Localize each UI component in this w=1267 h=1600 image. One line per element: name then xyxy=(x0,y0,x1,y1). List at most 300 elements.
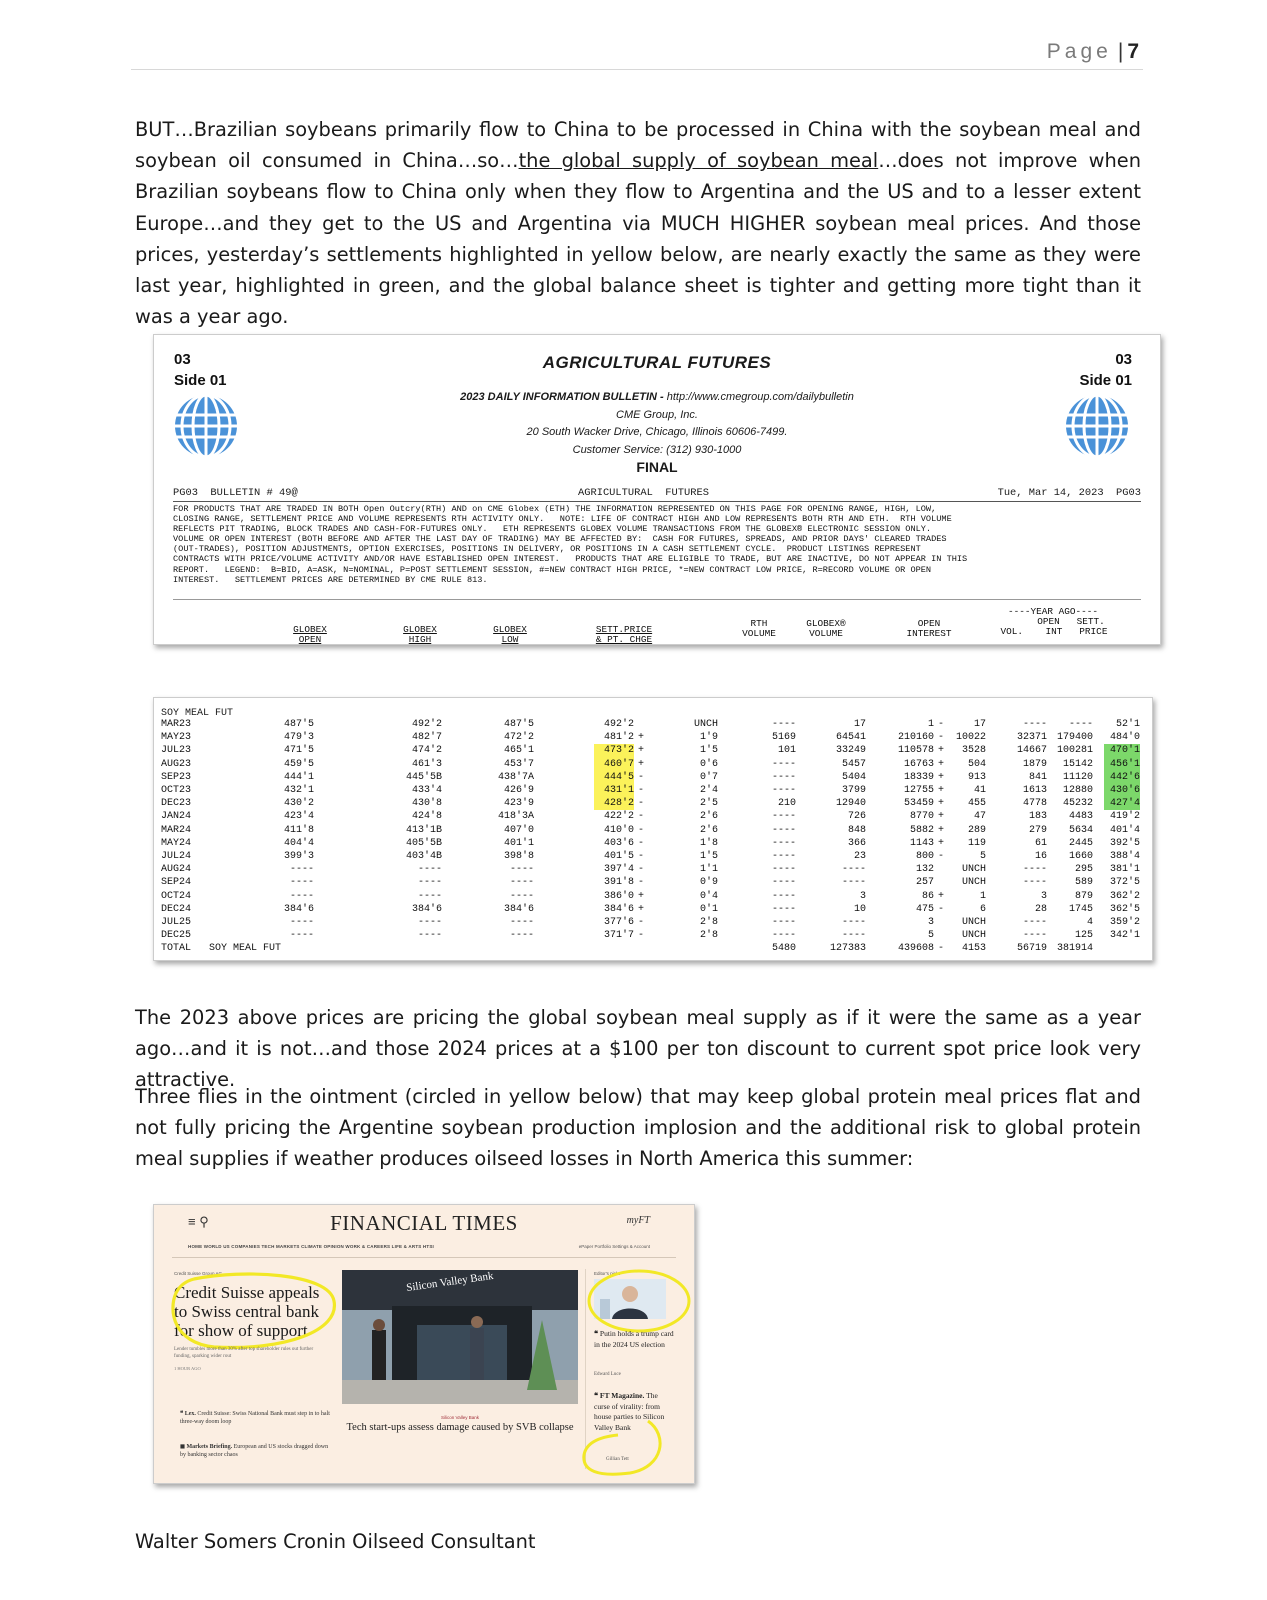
cell-oi-change: 10022 xyxy=(955,732,986,744)
cell-month: MAY23 xyxy=(161,732,192,744)
cell-globex-high: 384'6 xyxy=(411,903,442,915)
cell-pt-change: 1'5 xyxy=(699,851,718,862)
table-row xyxy=(154,771,1154,784)
table-row xyxy=(154,718,1154,731)
cell-year-ago-sett: 372'5 xyxy=(1109,877,1140,889)
cell-open-interest: 8770 xyxy=(909,811,934,823)
cell-globex-high: ---- xyxy=(417,917,442,928)
cell-month: MAR24 xyxy=(161,824,192,836)
cell-oi-change: 455 xyxy=(967,798,986,810)
cell-rth-volume: ---- xyxy=(771,811,796,823)
cell-globex-open: 444'1 xyxy=(283,771,314,783)
cell-year-ago-oi: 1660 xyxy=(1068,851,1093,862)
ft-svb-caption: Tech start-ups assess damage caused by SVB collapse xyxy=(346,1422,574,1433)
cell-sett-sign: - xyxy=(638,837,645,849)
cell-year-ago-oi: 4 xyxy=(1086,917,1093,928)
cell-year-ago-oi: 12880 xyxy=(1062,785,1093,796)
cell-sett-sign: - xyxy=(638,798,645,810)
col-settlement-price: SETT.PRICE & PT. CHGE xyxy=(595,624,653,645)
cell-year-ago-oi: 1745 xyxy=(1068,903,1093,915)
cell-pt-change: 1'8 xyxy=(699,837,718,849)
cell-globex-open: 459'5 xyxy=(283,758,314,770)
cell-pt-change: 1'5 xyxy=(699,745,718,757)
cell-total-oi-change: 4153 xyxy=(961,943,986,955)
cell-oi-change: UNCH xyxy=(961,917,986,928)
cell-globex-open: ---- xyxy=(289,930,314,942)
cell-year-ago-vol: 28 xyxy=(1034,903,1047,915)
cell-rth-volume: ---- xyxy=(771,917,796,928)
cell-globex-open: ---- xyxy=(289,877,314,889)
table-row xyxy=(154,929,1154,942)
cell-oi-change: 913 xyxy=(967,771,986,783)
cell-year-ago-vol: 279 xyxy=(1028,824,1047,836)
cell-oi-sign: - xyxy=(938,903,945,915)
page-number: 7 xyxy=(1127,40,1139,63)
yellow-circle-highlight-1 xyxy=(164,1271,340,1353)
cell-open-interest: 257 xyxy=(915,877,934,889)
ft-masthead xyxy=(154,1205,694,1239)
cell-globex-high: 403'4B xyxy=(405,851,442,862)
cell-rth-volume: ---- xyxy=(771,864,796,876)
col-globex-low: GLOBEX LOW xyxy=(493,624,527,645)
cme-bulletin-header-image xyxy=(153,334,1161,645)
cell-year-ago-oi: 5634 xyxy=(1068,824,1093,836)
table-row xyxy=(154,744,1154,757)
cme-bulletin-label: 2023 DAILY INFORMATION BULLETIN - xyxy=(460,391,667,403)
cell-globex-volume: 3 xyxy=(859,890,866,902)
col-year-ago-sub: OPEN SETT. xyxy=(1037,616,1105,627)
cell-year-ago-sett: 359'2 xyxy=(1109,917,1140,928)
cell-year-ago-oi: 125 xyxy=(1074,930,1093,942)
cell-rth-volume: ---- xyxy=(771,903,796,915)
cell-oi-change: 6 xyxy=(979,903,986,915)
cell-sett-price: 391'8 xyxy=(603,877,634,889)
cell-year-ago-vol: 32371 xyxy=(1016,732,1047,744)
cell-open-interest: 16763 xyxy=(903,758,934,770)
cell-globex-low: ---- xyxy=(509,864,534,876)
cell-year-ago-sett: 470'1 xyxy=(1104,744,1140,757)
cell-globex-low: 423'9 xyxy=(503,798,534,810)
table-row xyxy=(154,916,1154,929)
col-globex-volume: GLOBEX® VOLUME xyxy=(806,618,846,639)
table-row xyxy=(154,876,1154,889)
ft-magazine-text: The curse of virality: from house parties to Silicon Valley Bank xyxy=(594,1391,665,1432)
cell-globex-low: 384'6 xyxy=(503,903,534,915)
cell-rth-volume: 210 xyxy=(777,798,796,810)
cell-pt-change: 1'9 xyxy=(699,732,718,744)
cell-sett-sign: - xyxy=(638,824,645,836)
cell-sett-price: 431'1 xyxy=(594,784,634,797)
cell-rth-volume: ---- xyxy=(771,824,796,836)
cell-pt-change: 0'9 xyxy=(699,877,718,889)
cell-open-interest: 12755 xyxy=(903,785,934,796)
cell-sett-price: 492'2 xyxy=(603,719,634,730)
cme-side-right: Side 01 xyxy=(1079,372,1132,389)
cell-globex-volume: 17 xyxy=(853,719,866,730)
cell-oi-change: UNCH xyxy=(961,864,986,876)
cell-pt-change: 2'6 xyxy=(699,824,718,836)
cell-year-ago-vol: ---- xyxy=(1022,877,1047,889)
cell-globex-open: 423'4 xyxy=(283,811,314,823)
cell-rth-volume: ---- xyxy=(771,851,796,862)
cell-globex-volume: 33249 xyxy=(835,745,866,757)
cell-oi-sign: - xyxy=(938,719,945,730)
cell-sett-price: 410'0 xyxy=(603,824,634,836)
cell-pt-change: 0'7 xyxy=(699,771,718,783)
cell-pt-change: 1'1 xyxy=(699,864,718,876)
page-word: Page xyxy=(1046,40,1112,63)
cell-globex-high: 445'5B xyxy=(405,771,442,783)
cme-title: AGRICULTURAL FUTURES xyxy=(542,353,772,372)
cell-oi-sign: - xyxy=(938,732,945,744)
cell-globex-volume: 12940 xyxy=(835,798,866,810)
cell-open-interest: 18339 xyxy=(903,771,934,783)
cell-globex-open: 411'8 xyxy=(283,824,314,836)
cell-year-ago-vol: 61 xyxy=(1034,837,1047,849)
cell-year-ago-oi: 179400 xyxy=(1056,732,1093,744)
cell-open-interest: 1 xyxy=(927,719,934,730)
cell-sett-sign: + xyxy=(638,758,645,770)
cme-bar-right: Tue, Mar 14, 2023 PG03 xyxy=(997,487,1141,499)
cme-address: 20 South Wacker Drive, Chicago, Illinois 60606-7499. xyxy=(526,426,788,438)
cell-month: MAY24 xyxy=(161,837,192,849)
cell-oi-change: 1 xyxy=(979,890,986,902)
cell-rth-volume: ---- xyxy=(771,890,796,902)
cell-year-ago-sett: 430'6 xyxy=(1104,784,1140,797)
cell-month: JUL23 xyxy=(161,745,192,757)
cell-year-ago-sett: 427'4 xyxy=(1104,797,1140,810)
table-row xyxy=(154,890,1154,903)
cme-bar-center: AGRICULTURAL FUTURES xyxy=(578,487,709,499)
cell-month: JUL24 xyxy=(161,851,192,862)
cell-oi-sign: + xyxy=(938,758,945,770)
cell-year-ago-oi: 589 xyxy=(1074,877,1093,889)
cell-month: SEP23 xyxy=(161,771,192,783)
ft-menu-search-icon: ≡ ⚲ xyxy=(188,1214,209,1229)
cell-globex-low: 472'2 xyxy=(503,732,534,744)
cell-pt-change: 0'4 xyxy=(699,890,718,902)
cell-globex-open: ---- xyxy=(289,890,314,902)
cell-globex-volume: ---- xyxy=(841,917,866,928)
cell-month: DEC25 xyxy=(161,930,192,942)
cell-pt-change: 2'5 xyxy=(699,798,718,810)
cme-bar-left: PG03 BULLETIN # 49@ xyxy=(173,487,298,499)
cell-globex-volume: ---- xyxy=(841,877,866,889)
cell-globex-high: 474'2 xyxy=(411,745,442,757)
cell-sett-sign: - xyxy=(638,877,645,889)
ft-putin-text: Putin holds a trump card in the 2024 US election xyxy=(594,1329,674,1349)
cell-sett-price: 371'7 xyxy=(603,930,634,942)
cell-open-interest: 475 xyxy=(915,903,934,915)
cell-oi-sign: + xyxy=(938,745,945,757)
ft-nav-right: ePaper Portfolio Settings & Account xyxy=(578,1244,650,1249)
cell-globex-high: ---- xyxy=(417,877,442,889)
cell-open-interest: 3 xyxy=(927,917,934,928)
cell-globex-volume: ---- xyxy=(841,864,866,876)
cell-month: SEP24 xyxy=(161,877,192,889)
cell-year-ago-sett: 484'0 xyxy=(1109,732,1140,744)
cell-oi-sign: - xyxy=(938,851,945,862)
cell-sett-price: 444'5 xyxy=(594,771,634,784)
ft-markets-item: ◼ Markets Briefing. European and US stocks dragged down by banking sector chaos xyxy=(180,1444,329,1458)
cell-total-oi-sign: - xyxy=(938,943,945,955)
cell-year-ago-vol: 3 xyxy=(1040,890,1047,902)
table-row xyxy=(154,758,1154,771)
ft-editors-pick: Editor's picks xyxy=(594,1271,621,1276)
ft-myft: myFT xyxy=(626,1215,650,1226)
cell-month: DEC24 xyxy=(161,903,192,915)
cell-pt-change: 0'6 xyxy=(699,758,718,770)
cell-globex-low: 401'1 xyxy=(503,837,534,849)
cell-year-ago-vol: 841 xyxy=(1028,771,1047,783)
cell-sett-sign: + xyxy=(638,890,645,902)
cell-globex-low: 453'7 xyxy=(503,758,534,770)
cell-year-ago-vol: 16 xyxy=(1034,851,1047,862)
cell-month: JUL25 xyxy=(161,917,192,928)
cell-year-ago-sett: 342'1 xyxy=(1109,930,1140,942)
cell-rth-volume: ---- xyxy=(771,785,796,796)
cell-pt-change: 2'4 xyxy=(699,785,718,796)
cell-globex-volume: 5404 xyxy=(841,771,866,783)
soy-table-title: SOY MEAL FUT xyxy=(161,708,234,719)
cell-globex-open: ---- xyxy=(289,864,314,876)
cell-total-label: TOTAL SOY MEAL FUT xyxy=(161,943,282,955)
col-globex-high: GLOBEX HIGH xyxy=(403,624,437,645)
yellow-circle-highlight-3 xyxy=(578,1415,668,1477)
cell-rth-volume: ---- xyxy=(771,837,796,849)
col-open-interest: OPEN INTEREST xyxy=(906,618,952,639)
cell-month: MAR23 xyxy=(161,719,192,730)
cell-globex-high: 424'8 xyxy=(411,811,442,823)
cell-globex-volume: 366 xyxy=(847,837,866,849)
cme-side-left: Side 01 xyxy=(174,372,227,389)
cell-globex-volume: ---- xyxy=(841,930,866,942)
cell-globex-open: 430'2 xyxy=(283,798,314,810)
cell-globex-low: 487'5 xyxy=(503,719,534,730)
ft-markets-label: Markets Briefing. xyxy=(186,1444,233,1450)
cell-open-interest: 132 xyxy=(915,864,934,876)
cell-oi-sign: + xyxy=(938,785,945,796)
cell-globex-open: ---- xyxy=(289,917,314,928)
cell-year-ago-sett: 362'2 xyxy=(1109,890,1140,902)
footer-author: Walter Somers Cronin Oilseed Consultant xyxy=(135,1530,536,1553)
ft-svb-tag: Silicon Valley Bank xyxy=(441,1415,479,1420)
cell-globex-volume: 848 xyxy=(847,824,866,836)
cell-rth-volume: ---- xyxy=(771,771,796,783)
cell-sett-sign: + xyxy=(638,745,645,757)
cell-open-interest: 800 xyxy=(915,851,934,862)
cell-open-interest: 53459 xyxy=(903,798,934,810)
cell-open-interest: 5882 xyxy=(909,824,934,836)
cell-globex-high: 482'7 xyxy=(411,732,442,744)
cell-globex-open: 399'3 xyxy=(283,851,314,862)
cell-year-ago-sett: 401'4 xyxy=(1109,824,1140,836)
cell-year-ago-oi: 45232 xyxy=(1062,798,1093,810)
cme-notice-text: FOR PRODUCTS THAT ARE TRADED IN BOTH Open Outcry(RTH) AND on CME Globex (ETH) THE INFORMATION REPRESENTED ON THIS PAGE FOR OPENING RANGE, HIGH, LOW, CLOSING RANGE, SETTLEMENT PRICE AND VOLUME REPRESENTS RTH ACTIVITY ONLY. NOTE: LIFE OF CONTRACT HIGH AND LOW REPRESENTS BOTH RTH AND ETH. RTH VOLUME REFLECTS PIT TRADING, BLOCK TRADES AND CASH-FOR-FUTURES ONLY. ETH REPRESENTS GLOBEX VOLUME TRANSACTIONS FROM THE GLOBEX® ELECTRONIC SESSION ONLY. VOLUME OR OPEN INTEREST (BOTH BEFORE AND AFTER THE LAST DAY OF TRADING) MAY BE AFFECTED BY: CASH FOR FUTURES, SPREADS, AND PRIOR DAYS' CLEARED TRADES (OUT-TRADES), POSITION ADJUSTMENTS, OPTION EXERCISES, POSITIONS IN DELIVERY, OR POSITIONS IN A CASH SETTLEMENT CYCLE. PRODUCT LISTINGS REPRESENT CONTRACTS WITH PRICE/VOLUME ACTIVITY AND/OR HAVE ESTABLISHED OPEN INTEREST. PRODUCTS THAT ARE ELIGIBLE TO TRADE, BUT ARE INACTIVE, DO NOT APPEAR IN THIS REPORT. LEGEND: B=BID, A=ASK, N=NOMINAL, P=POST SETTLEMENT SESSION, #=NEW CONTRACT HIGH PRICE, *=NEW CONTRACT LOW PRICE, R=RECORD VOLUME OR OPEN INTEREST. SETTLEMENT PRICES ARE DETERMINED BY CME RULE 813. xyxy=(173,504,968,585)
svb-building-image xyxy=(342,1270,578,1404)
cell-globex-low: ---- xyxy=(509,930,534,942)
cell-year-ago-vol: ---- xyxy=(1022,930,1047,942)
cell-oi-change: 47 xyxy=(973,811,986,823)
cme-page-code-right: 03 xyxy=(1115,351,1132,368)
ft-standfirst: Lender tumbles more than 30% after top shareholder rules out further funding, sparking wider rout xyxy=(174,1347,314,1359)
cme-customer-service: Customer Service: (312) 930-1000 xyxy=(572,443,742,456)
cme-bulletin-bar xyxy=(173,487,1141,502)
cell-globex-high: 405'5B xyxy=(405,837,442,849)
cell-sett-price: 386'0 xyxy=(603,890,634,902)
cell-oi-change: UNCH xyxy=(961,877,986,889)
cell-globex-volume: 23 xyxy=(853,851,866,862)
cell-rth-volume: 101 xyxy=(777,745,796,757)
cell-year-ago-vol: 14667 xyxy=(1016,745,1047,757)
table-row xyxy=(154,850,1154,863)
cell-oi-sign: + xyxy=(938,798,945,810)
ft-time: 1 HOUR AGO xyxy=(174,1366,201,1371)
cell-open-interest: 110578 xyxy=(897,745,934,757)
ft-magazine-item: ❝ FT Magazine. The curse of virality: from house parties to Silicon Valley Bank xyxy=(594,1391,665,1432)
cell-oi-sign: + xyxy=(938,811,945,823)
soy-meal-futures-table xyxy=(153,697,1153,961)
cell-globex-volume: 64541 xyxy=(835,732,866,744)
cell-globex-volume: 726 xyxy=(847,811,866,823)
table-row xyxy=(154,824,1154,837)
cell-year-ago-oi: ---- xyxy=(1068,719,1093,730)
cell-oi-sign: + xyxy=(938,890,945,902)
ft-lex-item: ❝ Lex. Credit Suisse: Swiss National Bank must step in to halt three-way doom loop xyxy=(180,1411,330,1425)
cell-year-ago-sett: 392'5 xyxy=(1109,837,1140,849)
intro-text-b: …does not improve when Brazilian soybeans flow to China only when they flow to Argentina and the US and to a lesser extent Europe…and they get to the US and Argentina via MUCH HIGHER soybean meal prices. And those prices, yesterday’s settlements highlighted in yellow below, are nearly exactly the same as they were last year, highlighted in green, and the global balance sheet is tighter and getting more tight than it was a year ago. xyxy=(135,149,1141,329)
cell-pt-change: 2'6 xyxy=(699,811,718,823)
col-year-ago: ----YEAR AGO---- xyxy=(1007,606,1098,617)
cell-year-ago-sett: 381'1 xyxy=(1109,864,1140,876)
cell-oi-change: 5 xyxy=(979,851,986,862)
cell-rth-volume: ---- xyxy=(771,930,796,942)
cell-total-year-ago-oi: 381914 xyxy=(1056,943,1093,955)
cell-sett-price: 422'2 xyxy=(603,811,634,823)
cell-globex-low: 418'3A xyxy=(497,811,534,823)
cme-company: CME Group, Inc. xyxy=(616,408,698,421)
cell-globex-low: 465'1 xyxy=(503,745,534,757)
table-row xyxy=(154,784,1154,797)
cell-year-ago-sett: 388'4 xyxy=(1109,851,1140,862)
cell-year-ago-oi: 15142 xyxy=(1062,758,1093,770)
table-total-row xyxy=(154,942,1154,955)
cell-pt-change: UNCH xyxy=(693,719,718,730)
cell-open-interest: 210160 xyxy=(897,732,934,744)
cell-year-ago-oi: 11120 xyxy=(1062,771,1093,783)
cell-month: OCT24 xyxy=(161,890,192,902)
page-header xyxy=(131,38,1143,70)
paragraph-pricing: The 2023 above prices are pricing the global soybean meal supply as if it were the same as a year ago…and it is not…and those 2024 prices at a $100 per ton discount to current spot price look very attractive. xyxy=(135,1006,1141,1092)
cell-year-ago-oi: 879 xyxy=(1074,890,1093,902)
cell-pt-change: 0'1 xyxy=(699,903,718,915)
cell-globex-open: 404'4 xyxy=(283,837,314,849)
cell-globex-low: ---- xyxy=(509,890,534,902)
cell-rth-volume: ---- xyxy=(771,719,796,730)
cell-globex-low: ---- xyxy=(509,877,534,889)
cell-globex-low: 407'0 xyxy=(503,824,534,836)
cell-sett-price: 481'2 xyxy=(603,732,634,744)
cell-year-ago-vol: 4778 xyxy=(1022,798,1047,810)
cell-year-ago-sett: 52'1 xyxy=(1115,719,1140,730)
ft-magazine-label: FT Magazine. xyxy=(599,1391,645,1400)
cell-sett-sign: + xyxy=(638,732,645,744)
cell-rth-volume: ---- xyxy=(771,877,796,889)
cell-oi-change: 41 xyxy=(973,785,986,796)
cell-oi-change: 3528 xyxy=(961,745,986,757)
table-row xyxy=(154,837,1154,850)
cell-pt-change: 2'8 xyxy=(699,917,718,928)
cell-globex-high: ---- xyxy=(417,864,442,876)
cell-year-ago-oi: 100281 xyxy=(1056,745,1093,757)
cell-globex-low: ---- xyxy=(509,917,534,928)
cell-year-ago-sett: 419'2 xyxy=(1109,811,1140,823)
cell-year-ago-sett: 362'5 xyxy=(1109,903,1140,915)
cell-sett-price: 428'2 xyxy=(594,797,634,810)
cell-globex-low: 426'9 xyxy=(503,785,534,796)
cell-sett-price: 460'7 xyxy=(594,758,634,771)
intro-underlined-phrase: the global supply of soybean meal xyxy=(518,149,879,173)
ft-title: FINANCIAL TIMES xyxy=(330,1211,518,1235)
financial-times-screenshot xyxy=(153,1204,695,1484)
cell-year-ago-oi: 295 xyxy=(1074,864,1093,876)
cell-sett-sign: - xyxy=(638,771,645,783)
cell-month: AUG24 xyxy=(161,864,192,876)
cme-bulletin-info xyxy=(154,389,1160,459)
cme-bulletin-url: http://www.cmegroup.com/dailybulletin xyxy=(666,391,854,403)
table-row xyxy=(154,903,1154,916)
paragraph-intro xyxy=(135,114,1141,332)
ft-svb-photo xyxy=(342,1270,578,1404)
cell-oi-change: UNCH xyxy=(961,930,986,942)
cell-sett-sign: + xyxy=(638,903,645,915)
cell-month: DEC23 xyxy=(161,798,192,810)
cell-month: AUG23 xyxy=(161,758,192,770)
cell-pt-change: 2'8 xyxy=(699,930,718,942)
ft-tag-credit-suisse: Credit Suisse Group AG xyxy=(174,1271,223,1276)
cme-final-label: FINAL xyxy=(636,459,678,475)
cell-month: OCT23 xyxy=(161,785,192,796)
cell-globex-open: 471'5 xyxy=(283,745,314,757)
cell-sett-sign: - xyxy=(638,930,645,942)
cell-sett-price: 473'2 xyxy=(594,744,634,757)
cme-divider xyxy=(173,599,1141,600)
cell-total-year-ago-vol: 56719 xyxy=(1016,943,1047,955)
cell-globex-high: 413'1B xyxy=(405,824,442,836)
table-row xyxy=(154,797,1154,810)
cell-globex-low: 398'8 xyxy=(503,851,534,862)
cell-sett-sign: - xyxy=(638,864,645,876)
cell-year-ago-sett: 442'6 xyxy=(1104,771,1140,784)
cell-month: JAN24 xyxy=(161,811,192,823)
col-year-ago-sub2: VOL. INT PRICE xyxy=(1000,626,1108,637)
cell-year-ago-oi: 2445 xyxy=(1068,837,1093,849)
ft-headline-credit-suisse: Credit Suisse appeals to Swiss central bank for show of support xyxy=(174,1283,320,1340)
table-row xyxy=(154,863,1154,876)
cell-rth-volume: 5169 xyxy=(771,732,796,744)
cell-globex-open: 487'5 xyxy=(283,719,314,730)
cell-globex-open: 384'6 xyxy=(283,903,314,915)
cell-sett-sign: - xyxy=(638,917,645,928)
cell-oi-change: 119 xyxy=(967,837,986,849)
cell-total-globex-volume: 127383 xyxy=(829,943,866,955)
ft-putin-item: ❝ Putin holds a trump card in the 2024 US election xyxy=(594,1329,674,1349)
cell-sett-price: 377'6 xyxy=(603,917,634,928)
cell-globex-open: 432'1 xyxy=(283,785,314,796)
cell-sett-price: 401'5 xyxy=(603,851,634,862)
cell-globex-open: 479'3 xyxy=(283,732,314,744)
cme-page-code-left: 03 xyxy=(174,351,191,368)
